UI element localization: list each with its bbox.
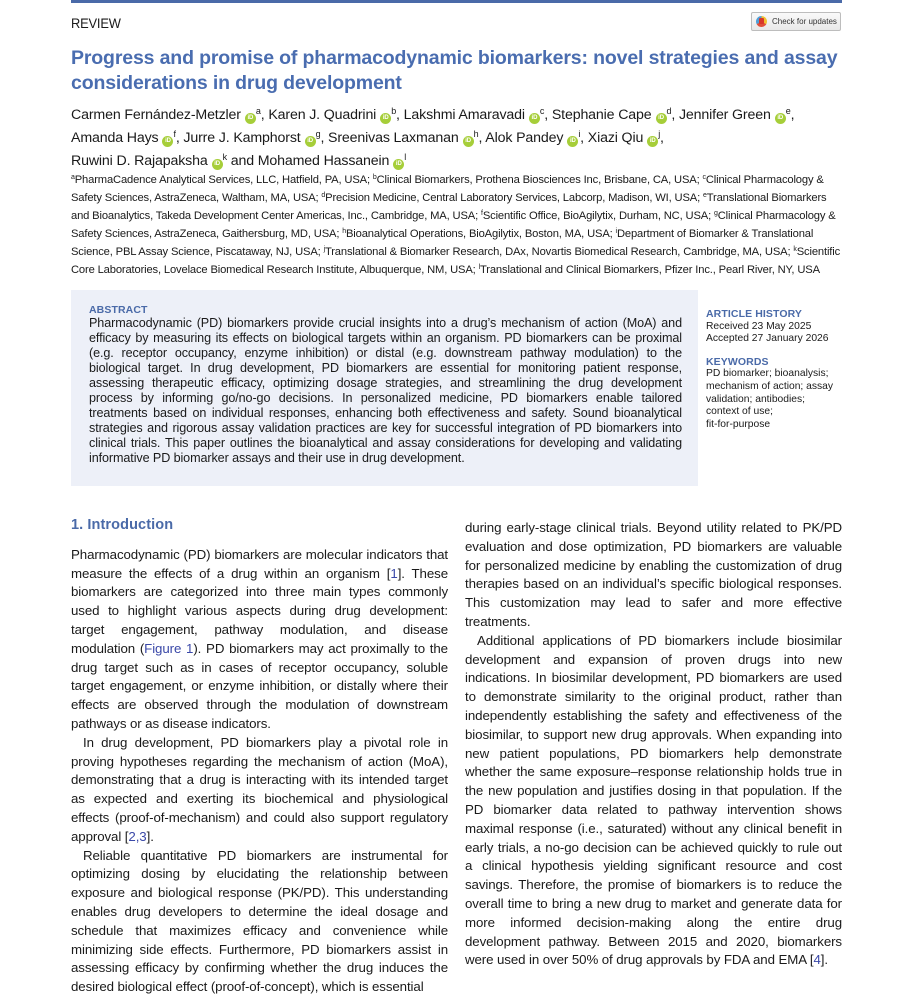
affiliations: $^a$PharmaCadence Analytical Services, LLC, Hatfield, PA, USA; $^b$Clinical Biomarkers, Prothena Biosciences Inc, Brisbane, CA, USA; $^c$Clinical Pharmacology & Safety Sciences, AstraZeneca, Waltham, MA, USA; $^d$Precision Medicine, Central Laboratory Services, Labcorp, Madison, WI, USA; $^e$Translational Biomarkers and Bioanalytics, Takeda Development Center Americas, Inc., Cambridge, MA, USA; $^f$Scientific Office, BioAgilytix, Durham, NC, USA; $^g$Clinical Pharmacology & Safety Sciences, AstraZeneca, Gaithersburg, MD, USA; $^h$Bioanalytical Operations, BioAgilytix, Boston, MA, USA; $^i$Department of Biomarker & Translational Science, PBL Assay Science, Piscataway, NJ, USA; $^j$Translational & Biomarker Research, DAx, Novartis Biomedical Research, Cambridge, MA, USA; $^k$Scientific Core Laboratories, Lovelace Biomedical Research Institute, Albuquerque, NM, USA; $^l$Translational and Clinical Biomarkers, Pfizer Inc., Pearl River, NY, USA	[71, 174, 841, 276]
citation-link[interactable]: 1	[390, 565, 398, 581]
accepted-date: Accepted 27 January 2026	[706, 333, 829, 345]
paragraph: Additional applications of PD biomarkers include biosimilar development and expansion of proven drugs into new indications. In biosimilar development, PD biomarkers are used to demonstrate similarity to the original product, rather than independently establishing the safety and effectiveness of the biosimilar, to support new drug approvals. When expanding into new patient populations, PD biomarkers help demonstrate whether the same exposure–response relationship holds true in the new population and justifies dosing in that population. If the PD biomarker data related to pathway intervention shows maximal response (i.e., saturated) without any clinical benefit in early trials, a no-go decision can be achieved quickly to rule out a clinical hypothesis yielding significant resource and cost savings. Therefore, the promise of biomarkers is to reduce the overall time to bring a new drug to market and generate data for more informed decision-making along the entire drug development pathway. Between 2015 and 2020, biomarkers were used in over 50% of drug approvals by FDA and EMA [4].	[465, 632, 842, 968]
keyword-line: context of use;	[706, 406, 773, 418]
orcid-icon[interactable]: iD	[393, 159, 404, 170]
abstract-heading: ABSTRACT	[89, 304, 148, 316]
body-column-left	[71, 516, 448, 997]
check-for-updates-button[interactable]	[751, 12, 841, 31]
article-history	[706, 308, 851, 346]
author[interactable]: Carmen Fernández-Metzler iD$^a$	[71, 106, 261, 123]
author[interactable]: Amanda Hays iD$^f$	[71, 129, 176, 146]
check-for-updates-label: Check for updates	[772, 17, 837, 26]
author[interactable]: Sreenivas Laxmanan iD$^h$	[328, 129, 479, 146]
orcid-icon[interactable]: iD	[212, 159, 223, 170]
orcid-icon[interactable]: iD	[463, 136, 474, 147]
author[interactable]: Mohamed Hassanein iD$^l$	[257, 152, 407, 169]
section-heading-introduction: 1. Introduction	[71, 517, 174, 533]
received-date: Received 23 May 2025	[706, 320, 812, 332]
orcid-icon[interactable]: iD	[656, 113, 667, 124]
keyword-line: mechanism of action; assay	[706, 380, 834, 392]
article-title: Progress and promise of pharmacodynamic biomarkers: novel strategies and assay considerations in drug development	[71, 47, 838, 94]
article-sidebar	[706, 308, 851, 441]
orcid-icon[interactable]: iD	[567, 136, 578, 147]
orcid-icon[interactable]: iD	[380, 113, 391, 124]
orcid-icon[interactable]: iD	[647, 136, 658, 147]
figure-link[interactable]: Figure 1	[144, 640, 194, 656]
keywords-heading: KEYWORDS	[706, 355, 769, 368]
orcid-icon[interactable]: iD	[529, 113, 540, 124]
header-rule	[71, 0, 842, 3]
orcid-icon[interactable]: iD	[162, 136, 173, 147]
paragraph: during early-stage clinical trials. Beyond utility related to PK/PD evaluation and dose optimization, PD biomarkers are valuable for personalized medicine by enabling the customization of drug therapies based on an individual’s specific biological responses. This customization may lead to safer and more effective treatments.	[465, 520, 842, 629]
author[interactable]: Karen J. Quadrini iD$^b$	[268, 106, 397, 123]
orcid-icon[interactable]: iD	[305, 136, 316, 147]
orcid-icon[interactable]: iD	[245, 113, 256, 124]
keyword-line: fit-for-purpose	[706, 418, 771, 430]
article-history-heading: ARTICLE HISTORY	[706, 308, 803, 320]
author-list: Carmen Fernández-Metzler iD$^a$, Karen J. Quadrini iD$^b$, Lakshmi Amaravadi iD$^c$, Stephanie Cape iD$^d$, Jennifer Green iD$^e$, Amanda Hays iD$^f$, Jurre J. Kamphorst iD$^g$, Sreenivas Laxmanan iD$^h$, Alok Pandey iD$^i$, Xiazi Qiu iD$^j$, Ruwini D. Rajapaksha iD$^k$ and Mohamed Hassanein iD$^l$	[71, 106, 795, 169]
crossmark-icon	[756, 16, 767, 27]
paragraph: In drug development, PD biomarkers play a pivotal role in proving hypotheses regarding the mechanism of action (MoA), demonstrating that a drug is interacting with its intended target as expected and exerting its biochemical and physiological effects (proof-of-mechanism) and could also support regulatory approval [2,3].	[71, 734, 448, 844]
keyword-line: PD biomarker; bioanalysis;	[706, 368, 829, 380]
author[interactable]: Stephanie Cape iD$^d$	[551, 106, 672, 123]
abstract-box	[71, 290, 698, 486]
keywords	[706, 356, 851, 432]
citation-link[interactable]: 4	[813, 952, 821, 968]
keyword-line: validation; antibodies;	[706, 393, 806, 405]
author[interactable]: Alok Pandey iD$^i$	[485, 129, 581, 146]
orcid-icon[interactable]: iD	[775, 113, 786, 124]
author[interactable]: Xiazi Qiu iD$^j$	[587, 129, 661, 146]
author[interactable]: Jennifer Green iD$^e$	[678, 106, 791, 123]
author[interactable]: Jurre J. Kamphorst iD$^g$	[183, 129, 321, 146]
abstract-text: Pharmacodynamic (PD) biomarkers provide crucial insights into a drug’s mechanism of action (MoA) and efficacy by measuring its effects on biological targets within an organism. PD biomarkers can be proximal (e.g. receptor occupancy, enzyme inhibition) or distal (e.g. downstream pathway modulation) to the biological target. In drug development, PD biomarkers are essential for monitoring patient response, assessing therapeutic efficacy, optimizing dosage strategies, and streamlining the drug development process by informing go/no-go decisions. In personalized medicine, PD biomarkers enable tailored treatments based on individual responses, enhancing both effectiveness and safety. Sound bioanalytical strategies and rigorous assay validation practices are key for successful integration of PD biomarkers into clinical trials. This paper outlines the bioanalytical and assay considerations for developing and validating informative PD biomarker assays and their use in drug development.	[89, 316, 682, 465]
author[interactable]: Ruwini D. Rajapaksha iD$^k$	[71, 152, 227, 169]
paragraph: Reliable quantitative PD biomarkers are instrumental for optimizing dosing by elucidating the relationship between exposure and biological response (PK/PD). This understanding enables drug developers to determine the ideal dosage and schedule that maximizes efficacy and convenience while minimizing side effects. Furthermore, PD biomarkers assist in assessing efficacy by confirming whether the drug induces the desired biological effect (proof-of-concept), which is essential	[71, 847, 448, 995]
author[interactable]: Lakshmi Amaravadi iD$^c$	[403, 106, 545, 123]
citation-link[interactable]: 2,3	[128, 828, 147, 844]
paragraph: Pharmacodynamic (PD) biomarkers are molecular indicators that measure the effects of a drug within an organism [1]. These biomarkers are categorized into three main types commonly used to highlight various aspects during drug development: target engagement, pathway modulation, and disease modulation (Figure 1). PD biomarkers may act proximally to the drug target such as in cases of receptor occupancy, soluble target engagement, or enzyme inhibition, or distally where their effects are observed through the modulation of downstream pathways or as disease indicators.	[71, 546, 448, 731]
body-column-right	[465, 519, 842, 970]
article-type-label: REVIEW	[71, 15, 121, 31]
